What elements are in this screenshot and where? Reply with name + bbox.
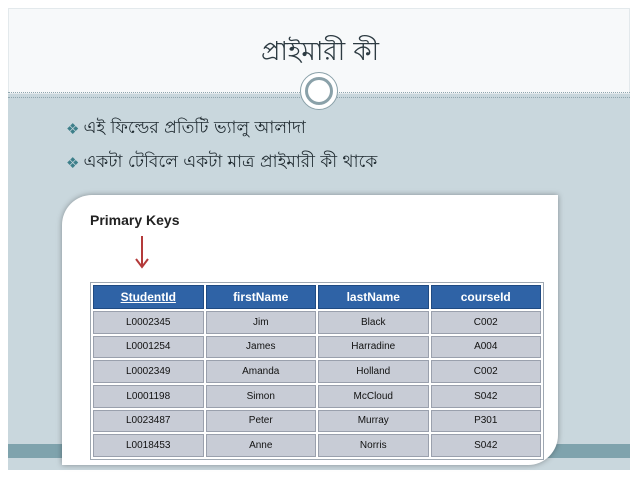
column-header-firstname: firstName [206, 285, 317, 309]
table-cell: C002 [431, 311, 542, 334]
table-cell: Peter [206, 410, 317, 433]
diamond-bullet-icon: ❖ [66, 154, 80, 172]
table-cell: Harradine [318, 336, 429, 359]
table-cell: Holland [318, 360, 429, 383]
column-header-lastname: lastName [318, 285, 429, 309]
table-cell: James [206, 336, 317, 359]
column-header-studentid: StudentId [93, 285, 204, 309]
table-cell: S042 [431, 434, 542, 457]
table-cell: Murray [318, 410, 429, 433]
table-cell: Amanda [206, 360, 317, 383]
bullet-item [66, 148, 377, 178]
table-cell: Simon [206, 385, 317, 408]
table-cell: L0001254 [93, 336, 204, 359]
table-cell: McCloud [318, 385, 429, 408]
table-row [93, 336, 541, 359]
bullet-item [66, 114, 377, 144]
table-cell: Jim [206, 311, 317, 334]
table-cell: Norris [318, 434, 429, 457]
table-row [93, 311, 541, 334]
table-cell: C002 [431, 360, 542, 383]
table-row [93, 385, 541, 408]
table-cell: Anne [206, 434, 317, 457]
column-header-courseid: courseId [431, 285, 542, 309]
bullet-text: এই ফিল্ডের প্রতিটি ভ্যালু আলাদা [83, 118, 306, 138]
diamond-bullet-icon: ❖ [66, 120, 80, 138]
bullet-text: একটা টেবিলে একটা মাত্র প্রাইমারী কী থাকে [83, 152, 378, 172]
table-cell: S042 [431, 385, 542, 408]
table-cell: P301 [431, 410, 542, 433]
table-cell: A004 [431, 336, 542, 359]
slide-title: প্রাইমারী কী [260, 37, 380, 67]
table-cell: Black [318, 311, 429, 334]
down-arrow-icon [134, 236, 150, 270]
table-header-row [93, 285, 541, 309]
table-cell: L0023487 [93, 410, 204, 433]
primary-keys-label: Primary Keys [90, 212, 180, 228]
student-table [90, 282, 544, 460]
bullet-list [66, 114, 377, 182]
table-row [93, 434, 541, 457]
table-cell: L0001198 [93, 385, 204, 408]
table-cell: L0018453 [93, 434, 204, 457]
circle-ornament-inner [305, 77, 333, 105]
table-row [93, 360, 541, 383]
circle-ornament-icon [300, 72, 338, 110]
table-cell: L0002345 [93, 311, 204, 334]
table-row [93, 410, 541, 433]
table-cell: L0002349 [93, 360, 204, 383]
